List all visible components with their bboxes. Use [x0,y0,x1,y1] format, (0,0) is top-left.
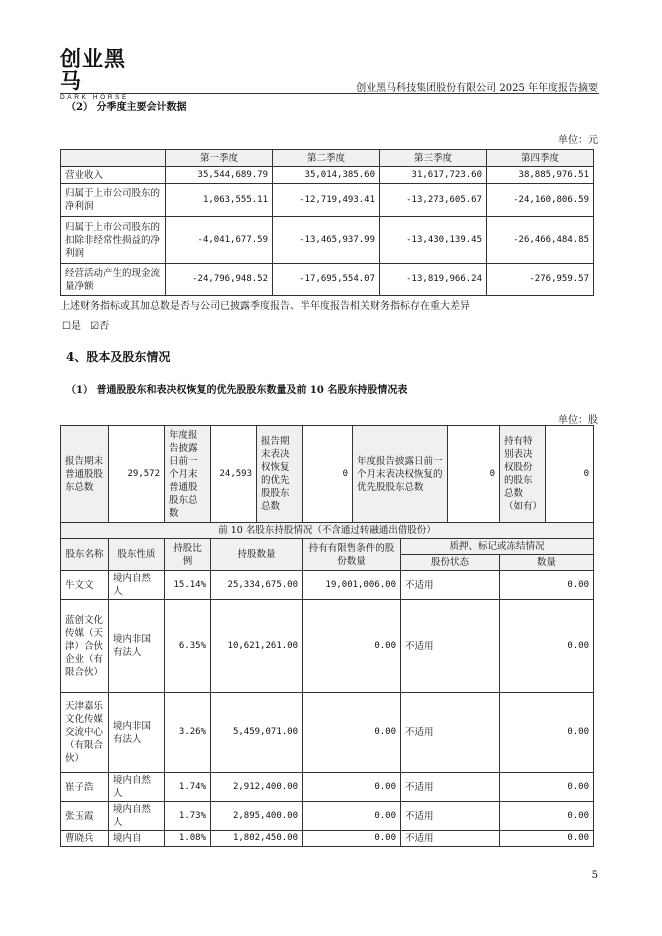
checkbox-yes[interactable]: ☐是 [62,321,81,332]
summary-value: 0 [546,426,594,523]
cell-value: 38,885,976.51 [487,167,594,184]
holder-ratio: 6.35% [165,600,211,693]
checkbox-no[interactable]: ☑否 [90,321,110,332]
holder-status: 不适用 [401,831,500,847]
summary-value: 29,572 [109,426,165,523]
section4-subheading: （1） 普通股股东和表决权恢复的优先股股东数量及前 10 名股东持股情况表 [66,385,408,396]
holder-name: 曹晓兵 [61,831,109,847]
holder-restricted: 0.00 [303,773,401,802]
holder-nature: 境内自 [109,831,165,847]
table-row [61,217,594,264]
col-q4: 第四季度 [487,150,594,167]
cell-value: -13,430,139.45 [380,217,487,264]
summary-row [61,426,594,523]
row-label: 归属于上市公司股东的净利润 [61,184,166,217]
holder-nature: 境内非国有法人 [109,693,165,773]
table-row [61,831,594,847]
cell-value: -26,466,484.85 [487,217,594,264]
row-label: 归属于上市公司股东的扣除非经常性损益的净利润 [61,217,166,264]
col-q1: 第一季度 [166,150,273,167]
holder-status: 不适用 [401,600,500,693]
table-row [61,693,594,773]
holder-pledge: 0.00 [500,600,594,693]
table-row [61,571,594,600]
shareholder-table [60,425,594,847]
quarterly-table [60,149,594,296]
holder-name: 牛文文 [61,571,109,600]
summary-value: 0 [448,426,500,523]
holder-nature: 境内自然人 [109,571,165,600]
holder-ratio: 1.73% [165,802,211,831]
cell-value: -24,796,948.52 [166,264,273,296]
col-pledge-qty: 数量 [500,555,594,571]
quarterly-heading: （2） 分季度主要会计数据 [66,102,187,113]
col-q2: 第二季度 [273,150,380,167]
holder-pledge: 0.00 [500,773,594,802]
table-row [61,600,594,693]
holder-ratio: 1.08% [165,831,211,847]
cell-value: -24,160,806.59 [487,184,594,217]
page-number: 5 [591,870,598,881]
col-nature: 股东性质 [109,539,165,571]
holder-restricted: 19,001,006.00 [303,571,401,600]
holder-status: 不适用 [401,571,500,600]
cell-value: 31,617,723.60 [380,167,487,184]
summary-value: 0 [303,426,353,523]
col-restricted: 持有有限售条件的股份数量 [303,539,401,571]
cell-value: 35,014,385.60 [273,167,380,184]
table-row [61,773,594,802]
top10-title: 前 10 名股东持股情况（不含通过转融通出借股份） [61,523,594,539]
holder-pledge: 0.00 [500,831,594,847]
checkbox-group [62,317,109,332]
header-divider [60,93,599,94]
holder-restricted: 0.00 [303,802,401,831]
summary-label: 报告期末表决权恢复的优先股股东总数 [257,426,303,523]
cell-value: -17,695,554.07 [273,264,380,296]
cell-value: 35,544,689.79 [166,167,273,184]
holder-ratio: 1.74% [165,773,211,802]
holder-name: 崔子浩 [61,773,109,802]
report-title: 创业黑马科技集团股份有限公司 2025 年年度报告摘要 [356,83,598,94]
holder-restricted: 0.00 [303,693,401,773]
holder-ratio: 15.14% [165,571,211,600]
holder-pledge: 0.00 [500,693,594,773]
quarterly-unit: 单位：元 [558,135,598,146]
holder-pledge: 0.00 [500,571,594,600]
holder-restricted: 0.00 [303,831,401,847]
quarterly-corner [61,150,166,167]
holder-qty: 2,895,400.00 [211,802,303,831]
quarterly-header-row [61,150,594,167]
holder-name: 蓝创文化传媒（天津）合伙企业（有限合伙） [61,600,109,693]
holder-status: 不适用 [401,773,500,802]
summary-value: 24,593 [211,426,257,523]
cell-value: 1,063,555.11 [166,184,273,217]
table-row [61,184,594,217]
cell-value: -13,273,605.67 [380,184,487,217]
cell-value: -276,959.57 [487,264,594,296]
logo-cn-text: 创业黑马 [60,47,126,93]
cell-value: -12,719,493.41 [273,184,380,217]
cell-value: -13,465,937.99 [273,217,380,264]
holder-qty: 5,459,071.00 [211,693,303,773]
row-label: 经营活动产生的现金流量净额 [61,264,166,296]
logo-en-text: DARK HORSE [60,94,129,101]
table-row [61,264,594,296]
summary-label: 报告期末普通股股东总数 [61,426,109,523]
holder-pledge: 0.00 [500,802,594,831]
holder-qty: 1,802,450.00 [211,831,303,847]
holder-ratio: 3.26% [165,693,211,773]
cell-value: -13,819,966.24 [380,264,487,296]
summary-label: 年度报告披露日前一个月末普通股股东总数 [165,426,211,523]
holder-qty: 2,912,400.00 [211,773,303,802]
section4-heading: 4、股本及股东情况 [66,350,171,364]
holder-restricted: 0.00 [303,600,401,693]
holder-name: 天津嘉乐文化传媒交流中心（有限合伙） [61,693,109,773]
holder-nature: 境内自然人 [109,773,165,802]
holder-status: 不适用 [401,693,500,773]
col-header-row [61,539,594,555]
summary-label: 持有特别表决权股份的股东总数（如有） [500,426,546,523]
difference-note: 上述财务指标或其加总数是否与公司已披露季度报告、半年度报告相关财务指标存在重大差异 [60,301,470,312]
col-pledge-status: 股份状态 [401,555,500,571]
summary-label: 年度报告披露日前一个月末表决权恢复的优先股股东总数 [353,426,448,523]
top10-title-row [61,523,594,539]
table-row [61,802,594,831]
row-label: 营业收入 [61,167,166,184]
table-row [61,167,594,184]
col-q3: 第三季度 [380,150,487,167]
holder-status: 不适用 [401,802,500,831]
holder-nature: 境内非国有法人 [109,600,165,693]
holder-qty: 25,334,675.00 [211,571,303,600]
holder-qty: 10,621,261.00 [211,600,303,693]
holder-nature: 境内自然人 [109,802,165,831]
holder-name: 张玉霞 [61,802,109,831]
col-name: 股东名称 [61,539,109,571]
col-pledge-group: 质押、标记或冻结情况 [401,539,594,555]
col-qty: 持股数量 [211,539,303,571]
section4-unit: 单位：股 [558,415,598,426]
col-ratio: 持股比例 [165,539,211,571]
cell-value: -4,041,677.59 [166,217,273,264]
